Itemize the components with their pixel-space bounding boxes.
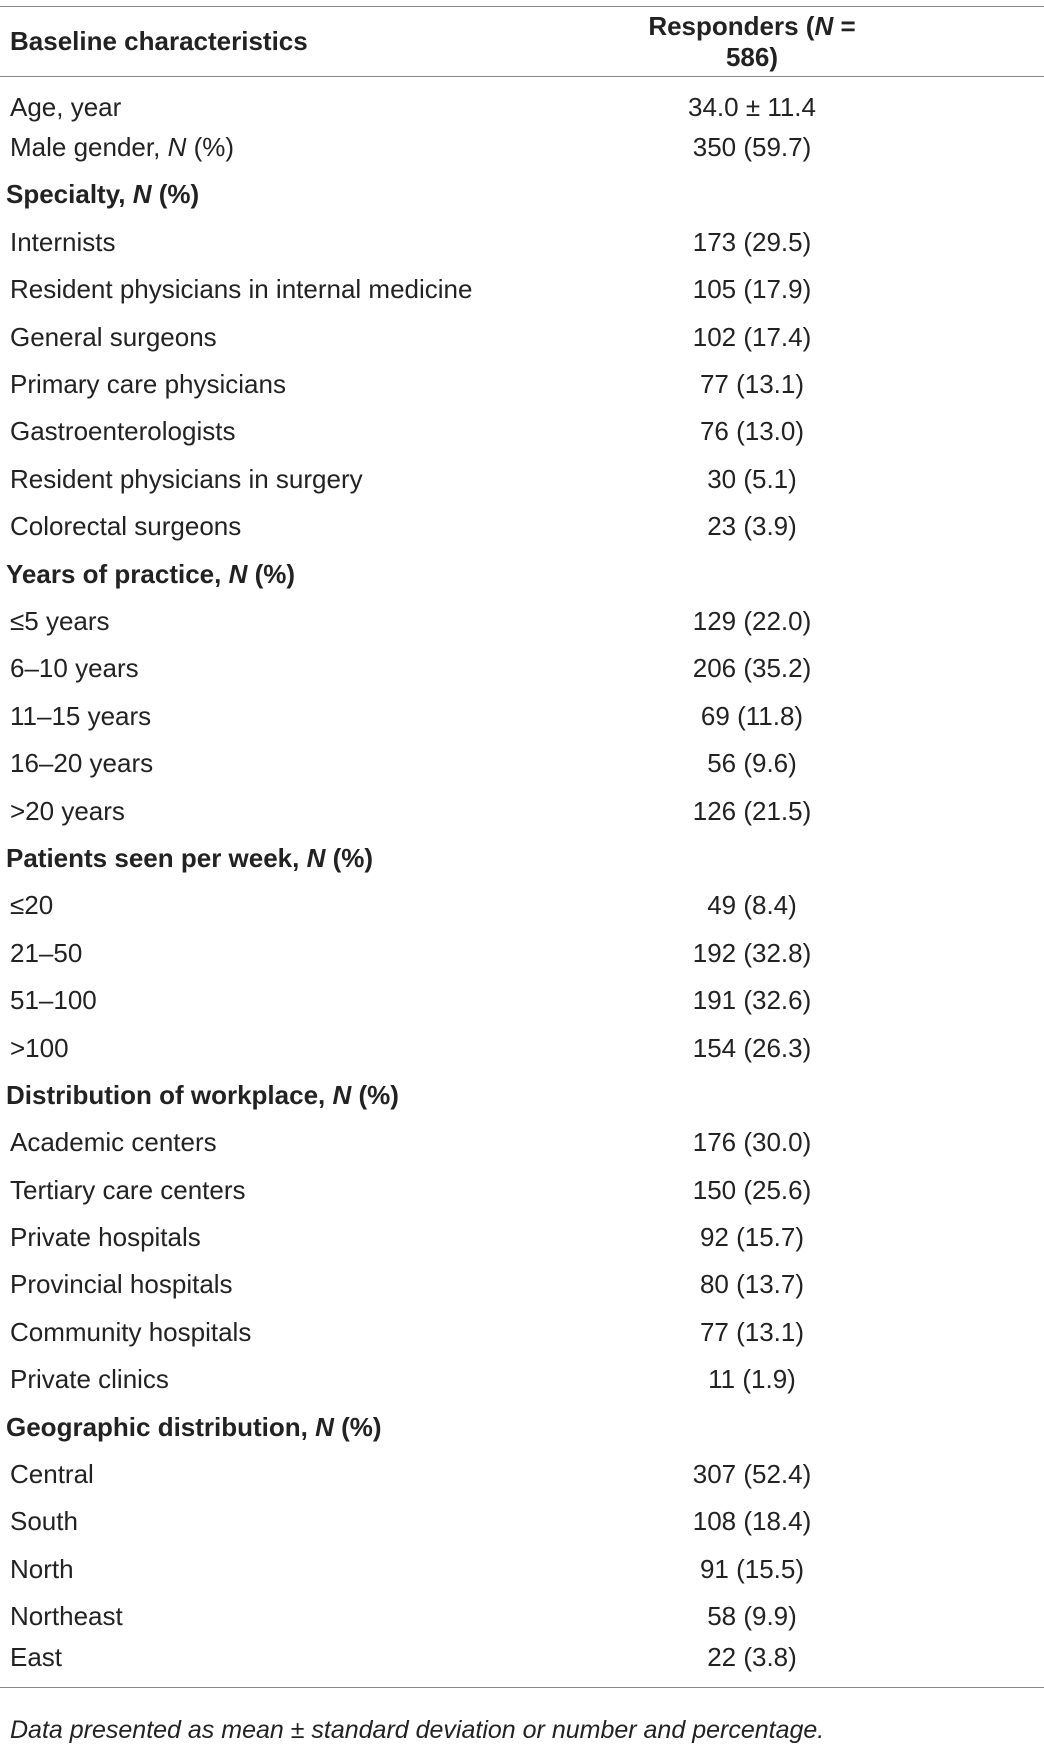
section-label: Years of practice, [6,558,229,589]
section-suffix: (%) [247,558,296,589]
table-row [0,1024,1044,1071]
table-header-row [0,7,1044,77]
row-value: 77 (13.1) [699,1316,805,1347]
row-label: Gastroenterologists [10,416,236,447]
table-row [0,503,1044,550]
table-row [0,1214,1044,1261]
row-value: 176 (30.0) [692,1127,812,1158]
table-row [0,1640,1044,1687]
section-label: Geographic distribution, [6,1411,316,1442]
row-value: 191 (32.6) [692,985,812,1016]
column-header-characteristics: Baseline characteristics [0,7,640,77]
table-row [0,598,1044,645]
header-suffix: = 586) [725,10,856,72]
table-body [0,77,1044,1688]
row-value: 76 (13.0) [699,416,805,447]
row-label: Central [10,1459,94,1490]
row-value: 91 (15.5) [699,1553,805,1584]
row-value: 56 (9.6) [707,748,797,779]
table-row [0,930,1044,977]
section-heading [0,1072,1044,1119]
row-label: North [10,1553,74,1584]
n-variable: N [315,1411,334,1442]
row-value: 350 (59.7) [692,132,812,163]
row-value: 30 (5.1) [707,463,797,494]
section-suffix: (%) [333,1411,382,1442]
table-row [0,1166,1044,1213]
row-value: 154 (26.3) [692,1032,812,1063]
row-label [0,124,640,171]
row-label: Tertiary care centers [10,1174,246,1205]
table-row [0,787,1044,834]
table-row [0,456,1044,503]
row-label: Northeast [10,1601,123,1632]
row-value: 23 (3.9) [707,511,797,542]
n-variable: N [228,558,248,589]
section-row [0,550,1044,597]
row-value: 34.0 ± 11.4 [688,91,816,122]
row-value: 173 (29.5) [692,226,812,257]
table-row [0,645,1044,692]
table-row [0,1498,1044,1545]
table-row [0,1356,1044,1403]
row-value: 92 (15.7) [699,1222,805,1253]
section-label: Patients seen per week, [6,842,307,873]
table-row [0,1546,1044,1593]
section-suffix: (%) [151,179,200,210]
table-row [0,219,1044,266]
row-value: 206 (35.2) [692,653,812,684]
row-label: Primary care physicians [10,369,286,400]
table-row [0,124,1044,171]
section-heading [0,835,1044,882]
row-label: ≤5 years [10,605,110,636]
row-label: General surgeons [10,321,217,352]
row-label: Private hospitals [10,1222,201,1253]
header-n-variable: N [814,10,834,41]
row-value: 126 (21.5) [692,795,812,826]
table-row [0,313,1044,360]
row-label: Private clinics [10,1364,169,1395]
row-value: 11 (1.9) [708,1364,796,1395]
row-value: 192 (32.8) [692,937,812,968]
n-variable: N [167,132,187,163]
row-label: 16–20 years [10,748,154,779]
row-value: 129 (22.0) [692,605,812,636]
row-value: 102 (17.4) [692,321,812,352]
section-suffix: (%) [325,842,374,873]
n-variable: N [132,179,152,210]
row-label: Internists [10,226,116,257]
table-row [0,740,1044,787]
header-prefix: Responders ( [648,10,815,41]
table-row [0,77,1044,124]
row-label: Resident physicians in internal medicine [10,274,473,305]
n-variable: N [332,1079,352,1110]
row-value: 150 (25.6) [692,1174,812,1205]
row-value: 307 (52.4) [692,1459,812,1490]
row-label: South [10,1506,78,1537]
baseline-characteristics-table [0,6,1044,1688]
row-value: 49 (8.4) [707,890,797,921]
row-label: Resident physicians in surgery [10,463,363,494]
table-row [0,408,1044,455]
row-value: 58 (9.9) [707,1601,797,1632]
table-row [0,693,1044,740]
table-row [0,266,1044,313]
row-label: Age, year [10,91,122,122]
row-value: 69 (11.8) [700,700,804,731]
row-value: 77 (13.1) [699,369,805,400]
row-value: 108 (18.4) [692,1506,812,1537]
table-row [0,882,1044,929]
section-row [0,1072,1044,1119]
table-footnote: Data presented as mean ± standard deviation or number and percentage. [10,1716,825,1744]
row-value: 80 (13.7) [699,1269,805,1300]
n-variable: N [306,842,326,873]
section-heading [0,1403,1044,1450]
row-value: 105 (17.9) [692,274,812,305]
section-heading [0,550,1044,597]
section-row [0,835,1044,882]
table-row [0,977,1044,1024]
table-row [0,1309,1044,1356]
row-label-prefix: Male gender, [10,132,168,163]
row-label: 21–50 [10,937,83,968]
row-label: Colorectal surgeons [10,511,242,542]
table-row [0,1261,1044,1308]
section-row [0,171,1044,218]
row-value: 22 (3.8) [640,1640,1044,1687]
row-label: 6–10 years [10,653,139,684]
row-label: ≤20 [10,890,54,921]
table-row [0,361,1044,408]
row-label-suffix: (%) [186,132,235,163]
table-row [0,1593,1044,1640]
row-label: Academic centers [10,1127,217,1158]
row-label: Community hospitals [10,1316,252,1347]
row-label: 11–15 years [10,700,152,731]
table-row [0,1119,1044,1166]
section-heading [0,171,1044,218]
section-label: Distribution of workplace, [6,1079,333,1110]
section-row [0,1403,1044,1450]
row-label: >20 years [10,795,125,826]
row-label: 51–100 [10,985,97,1016]
row-label: East [0,1640,640,1687]
table-row [0,1451,1044,1498]
column-header-responders [640,7,1044,77]
row-label: >100 [10,1032,69,1063]
row-label: Provincial hospitals [10,1269,233,1300]
section-suffix: (%) [351,1079,399,1110]
section-label: Specialty, [6,179,133,210]
